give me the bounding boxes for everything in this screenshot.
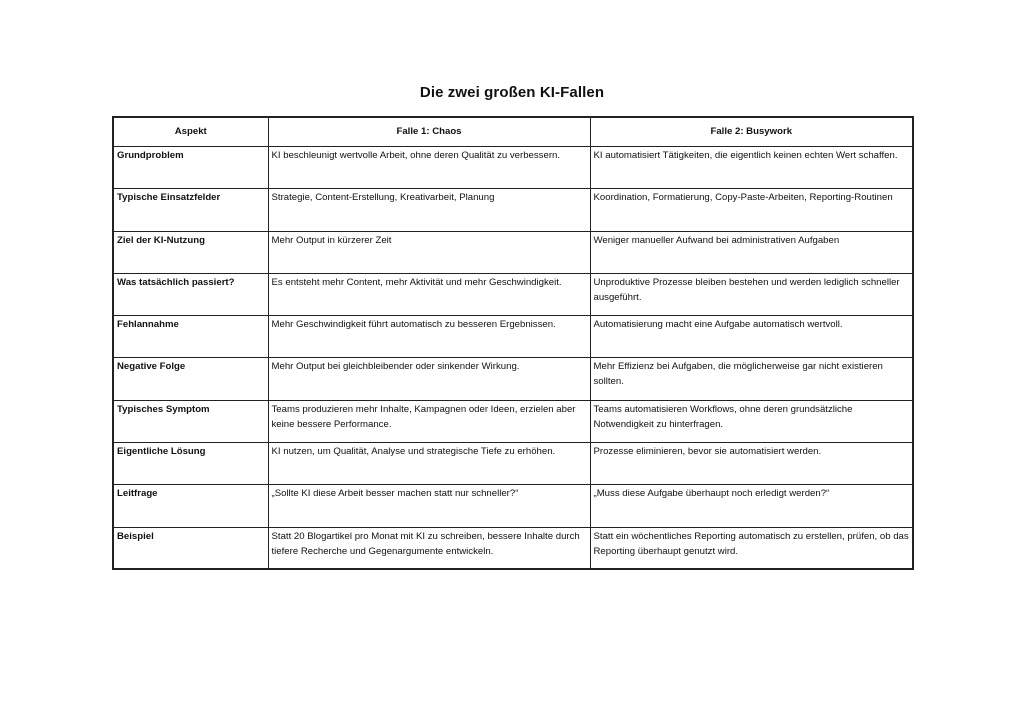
row-busywork: KI automatisiert Tätigkeiten, die eigentlich keinen echten Wert schaffen.	[590, 147, 913, 189]
header-chaos: Falle 1: Chaos	[268, 117, 590, 147]
row-busywork: Koordination, Formatierung, Copy-Paste-Arbeiten, Reporting-Routinen	[590, 189, 913, 231]
row-busywork: Automatisierung macht eine Aufgabe automatisch wertvoll.	[590, 316, 913, 358]
table-row	[113, 316, 913, 358]
row-chaos: Es entsteht mehr Content, mehr Aktivität und mehr Geschwindigkeit.	[268, 273, 590, 315]
table-row	[113, 443, 913, 485]
row-chaos: Mehr Output bei gleichbleibender oder sinkender Wirkung.	[268, 358, 590, 400]
row-chaos: Teams produzieren mehr Inhalte, Kampagnen oder Ideen, erzielen aber keine bessere Performance.	[268, 400, 590, 442]
table-row	[113, 273, 913, 315]
row-busywork: Teams automatisieren Workflows, ohne deren grundsätzliche Notwendigkeit zu hinterfragen.	[590, 400, 913, 442]
table-row	[113, 485, 913, 527]
row-chaos: KI nutzen, um Qualität, Analyse und strategische Tiefe zu erhöhen.	[268, 443, 590, 485]
row-aspect: Typisches Symptom	[113, 400, 268, 442]
row-aspect: Beispiel	[113, 527, 268, 569]
table-row	[113, 358, 913, 400]
header-busywork: Falle 2: Busywork	[590, 117, 913, 147]
row-chaos: Statt 20 Blogartikel pro Monat mit KI zu schreiben, bessere Inhalte durch tiefere Recherche und Gegenargumente entwickeln.	[268, 527, 590, 569]
row-busywork: Weniger manueller Aufwand bei administrativen Aufgaben	[590, 231, 913, 273]
row-chaos: KI beschleunigt wertvolle Arbeit, ohne deren Qualität zu verbessern.	[268, 147, 590, 189]
row-aspect: Negative Folge	[113, 358, 268, 400]
table-row	[113, 189, 913, 231]
row-aspect: Eigentliche Lösung	[113, 443, 268, 485]
row-aspect: Grundproblem	[113, 147, 268, 189]
row-chaos: Mehr Geschwindigkeit führt automatisch zu besseren Ergebnissen.	[268, 316, 590, 358]
page-title: Die zwei großen KI-Fallen	[419, 84, 605, 101]
table-row	[113, 147, 913, 189]
row-aspect: Leitfrage	[113, 485, 268, 527]
row-busywork: Unproduktive Prozesse bleiben bestehen und werden lediglich schneller ausgeführt.	[590, 273, 913, 315]
row-chaos: Mehr Output in kürzerer Zeit	[268, 231, 590, 273]
comparison-table	[112, 116, 914, 570]
row-aspect: Ziel der KI-Nutzung	[113, 231, 268, 273]
row-aspect: Was tatsächlich passiert?	[113, 273, 268, 315]
row-busywork: Prozesse eliminieren, bevor sie automatisiert werden.	[590, 443, 913, 485]
row-busywork: Statt ein wöchentliches Reporting automatisch zu erstellen, prüfen, ob das Reporting überhaupt genutzt wird.	[590, 527, 913, 569]
header-aspect: Aspekt	[113, 117, 268, 147]
table-row	[113, 527, 913, 569]
row-busywork: Mehr Effizienz bei Aufgaben, die möglicherweise gar nicht existieren sollten.	[590, 358, 913, 400]
table-row	[113, 231, 913, 273]
row-aspect: Typische Einsatzfelder	[113, 189, 268, 231]
table-header-row	[113, 117, 913, 147]
table-row	[113, 400, 913, 442]
row-busywork: „Muss diese Aufgabe überhaupt noch erledigt werden?“	[590, 485, 913, 527]
row-chaos: Strategie, Content-Erstellung, Kreativarbeit, Planung	[268, 189, 590, 231]
row-aspect: Fehlannahme	[113, 316, 268, 358]
row-chaos: „Sollte KI diese Arbeit besser machen statt nur schneller?“	[268, 485, 590, 527]
